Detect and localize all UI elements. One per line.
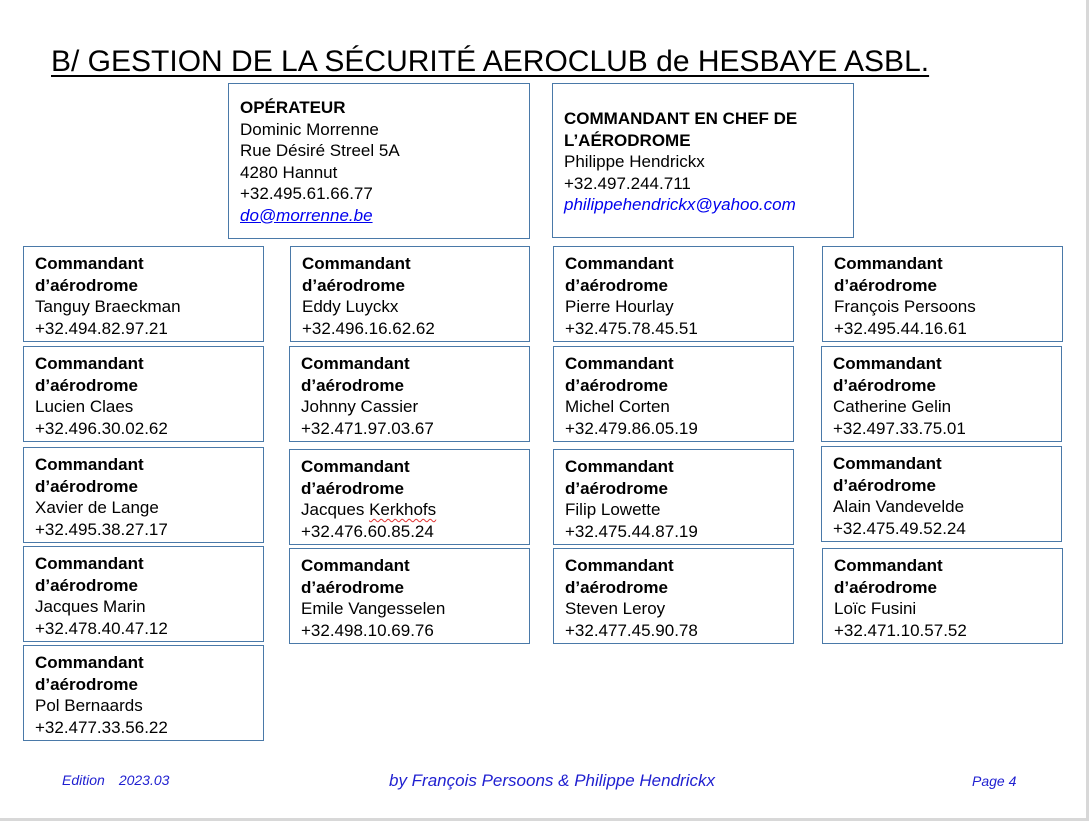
role-label: d’aérodrome: [565, 375, 668, 395]
role-label: d’aérodrome: [35, 375, 138, 395]
commander-name: Pierre Hourlay: [565, 297, 674, 316]
commander-card: [553, 346, 794, 442]
role-label: d’aérodrome: [565, 577, 668, 597]
role-label: d’aérodrome: [301, 375, 404, 395]
commander-card: [822, 246, 1063, 342]
operator-box: [228, 83, 530, 239]
role-label: Commandant: [834, 556, 943, 575]
commander-name: Emile Vangesselen: [301, 599, 446, 618]
commander-name: Eddy Luyckx: [302, 297, 399, 316]
page-title: B/ GESTION DE LA SÉCURITÉ AEROCLUB de HESBAYE ASBL.: [51, 45, 930, 78]
role-label: Commandant: [834, 254, 943, 273]
commander-first-name: Jacques: [301, 500, 365, 519]
commander-phone: +32.494.82.97.21: [35, 318, 168, 338]
commander-phone: +32.496.30.02.62: [35, 418, 168, 438]
operator-name: Dominic Morrenne: [240, 119, 379, 139]
commander-name: Lucien Claes: [35, 397, 134, 416]
commander-card: [289, 548, 530, 644]
role-label: Commandant: [565, 354, 674, 373]
operator-email-link[interactable]: do@morrenne.be: [240, 205, 373, 225]
commander-phone: +32.475.49.52.24: [833, 518, 966, 538]
commander-card: [23, 246, 264, 342]
commander-name: Xavier de Lange: [35, 498, 159, 517]
commander-card: [289, 449, 530, 545]
role-label: d’aérodrome: [35, 575, 138, 595]
role-label: Commandant: [35, 554, 144, 573]
commander-card: [553, 449, 794, 545]
role-label: d’aérodrome: [301, 577, 404, 597]
commander-name: Steven Leroy: [565, 599, 666, 618]
role-label: d’aérodrome: [35, 275, 138, 295]
operator-heading: OPÉRATEUR: [240, 98, 346, 117]
commander-name: Pol Bernaards: [35, 696, 143, 715]
operator-city: 4280 Hannut: [240, 162, 338, 182]
commander-name: Loïc Fusini: [834, 599, 917, 618]
commander-name: Tanguy Braeckman: [35, 297, 181, 316]
commander-card: [23, 546, 264, 642]
commander-card: [290, 246, 530, 342]
commander-phone: +32.496.16.62.62: [302, 318, 435, 338]
chief-email: philippehendrickx@yahoo.com: [564, 195, 796, 214]
footer-edition: [62, 772, 169, 788]
role-label: Commandant: [565, 457, 674, 476]
commander-name: Alain Vandevelde: [833, 497, 965, 516]
role-label: Commandant: [565, 556, 674, 575]
role-label: d’aérodrome: [833, 375, 936, 395]
role-label: d’aérodrome: [833, 475, 936, 495]
commander-card: [23, 447, 264, 543]
commander-phone: +32.471.97.03.67: [301, 418, 434, 438]
operator-phone: +32.495.61.66.77: [240, 184, 373, 203]
role-label: d’aérodrome: [834, 275, 937, 295]
commander-phone: +32.495.44.16.61: [834, 318, 967, 338]
commander-name: Jacques Marin: [35, 597, 146, 616]
commander-phone: +32.477.33.56.22: [35, 717, 168, 737]
commander-name: Michel Corten: [565, 397, 670, 416]
role-label: Commandant: [833, 454, 942, 473]
commander-name: Johnny Cassier: [301, 397, 419, 416]
footer-edition-value: 2023.03: [118, 772, 170, 788]
footer-page-number: Page 4: [972, 773, 1017, 789]
role-label: Commandant: [301, 354, 410, 373]
chief-name: Philippe Hendrickx: [564, 152, 705, 171]
role-label: Commandant: [302, 254, 411, 273]
commander-phone: +32.475.44.87.19: [565, 521, 698, 541]
footer-edition-label: Edition: [62, 772, 105, 788]
chief-phone: +32.497.244.711: [564, 173, 691, 193]
role-label: d’aérodrome: [565, 478, 668, 498]
commander-name: [301, 499, 519, 521]
commander-phone: +32.477.45.90.78: [565, 620, 698, 640]
commander-card: [553, 548, 794, 644]
role-label: d’aérodrome: [302, 275, 405, 295]
role-label: d’aérodrome: [565, 275, 668, 295]
commander-card: [822, 548, 1063, 644]
role-label: d’aérodrome: [301, 478, 404, 498]
commander-phone: +32.478.40.47.12: [35, 618, 168, 638]
footer-authors: by François Persoons & Philippe Hendrickx: [389, 771, 715, 790]
operator-street: Rue Désiré Streel 5A: [240, 141, 400, 160]
commander-card: [553, 246, 794, 342]
role-label: Commandant: [35, 254, 144, 273]
role-label: Commandant: [833, 354, 942, 373]
commander-phone: +32.475.78.45.51: [565, 318, 698, 338]
role-label: Commandant: [35, 653, 144, 672]
commander-name: Filip Lowette: [565, 500, 661, 519]
role-label: d’aérodrome: [35, 674, 138, 694]
commander-phone: +32.479.86.05.19: [565, 418, 698, 438]
commander-name: François Persoons: [834, 297, 976, 316]
commander-card: [23, 346, 264, 442]
commander-name: Catherine Gelin: [833, 397, 952, 416]
role-label: Commandant: [35, 455, 144, 474]
commander-phone: +32.471.10.57.52: [834, 620, 967, 640]
role-label: d’aérodrome: [35, 476, 138, 496]
role-label: Commandant: [301, 457, 410, 476]
chief-heading-line1: COMMANDANT EN CHEF DE: [564, 109, 798, 128]
commander-phone: +32.497.33.75.01: [833, 418, 966, 438]
commander-card: [821, 346, 1062, 442]
commander-phone: +32.476.60.85.24: [301, 521, 434, 541]
commander-phone: +32.498.10.69.76: [301, 620, 434, 640]
role-label: Commandant: [565, 254, 674, 273]
commander-phone: +32.495.38.27.17: [35, 519, 168, 539]
chief-heading-line2: L’AÉRODROME: [564, 130, 691, 150]
role-label: Commandant: [35, 354, 144, 373]
commander-card: [23, 645, 264, 741]
commander-card: [289, 346, 530, 442]
chief-commander-box: [552, 83, 854, 238]
commander-last-name: Kerkhofs: [369, 500, 437, 519]
role-label: Commandant: [301, 556, 410, 575]
role-label: d’aérodrome: [834, 577, 937, 597]
commander-card: [821, 446, 1062, 542]
